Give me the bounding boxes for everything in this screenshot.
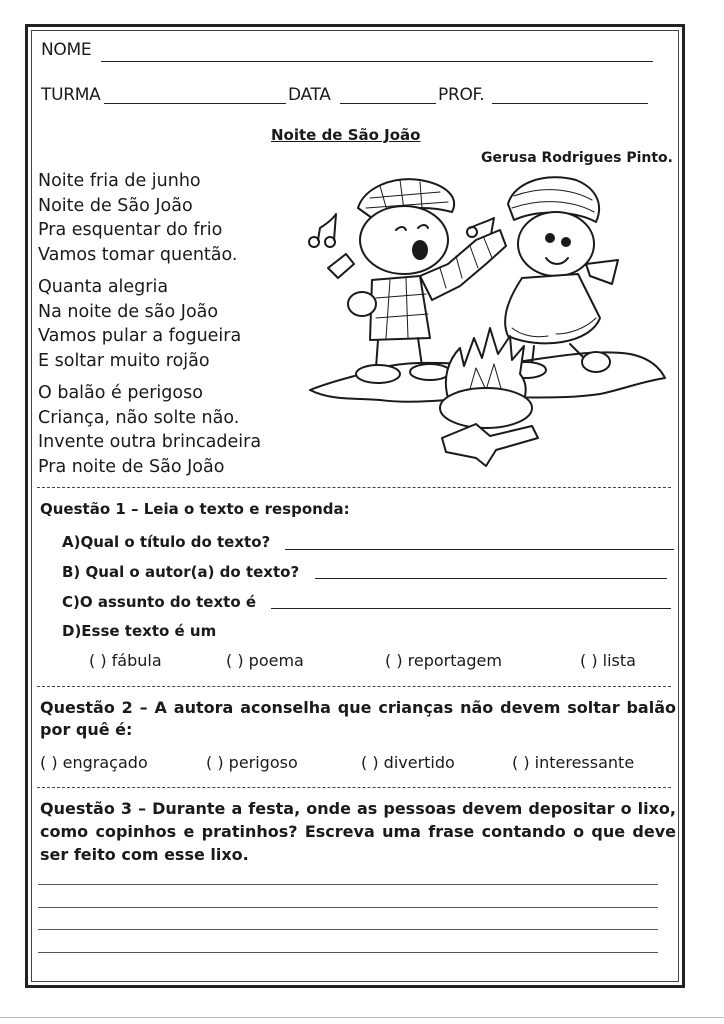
- page-edge-rule: [0, 1017, 724, 1018]
- question-2-option-engracado[interactable]: ( ) engraçado: [40, 753, 148, 772]
- question-2-option-interessante[interactable]: ( ) interessante: [512, 753, 635, 772]
- question-1c-label: C)O assunto do texto é: [62, 593, 257, 611]
- question-3-answer-line[interactable]: [38, 907, 658, 908]
- poem-line: Vamos pular a fogueira: [38, 326, 242, 346]
- music-note-icon: [309, 214, 336, 247]
- teacher-label: PROF.: [438, 85, 485, 105]
- question-1d-label: D)Esse texto é um: [62, 622, 217, 640]
- poem-line: Pra esquentar do frio: [38, 220, 223, 240]
- question-1-option-poema[interactable]: ( ) poema: [226, 651, 304, 670]
- question-1-option-reportagem[interactable]: ( ) reportagem: [385, 651, 502, 670]
- class-field[interactable]: [104, 103, 286, 104]
- question-1c-answer[interactable]: [271, 608, 671, 609]
- poem-line: Invente outra brincadeira: [38, 432, 262, 452]
- question-3-answer-line[interactable]: [38, 929, 658, 930]
- poem-line: Noite de São João: [38, 195, 193, 216]
- stanza-3: [38, 381, 261, 479]
- bonfire-icon: [440, 328, 538, 466]
- section-divider: [37, 787, 671, 788]
- stanza-1: [38, 169, 261, 267]
- teacher-field[interactable]: [492, 103, 648, 104]
- music-note-icon: [328, 254, 354, 278]
- section-divider: [37, 487, 671, 488]
- question-2-option-divertido[interactable]: ( ) divertido: [361, 753, 455, 772]
- poem-line: Pra noite de São João: [38, 456, 225, 477]
- poem-line: O balão é perigoso: [38, 383, 203, 403]
- question-3-answer-line[interactable]: [38, 884, 658, 885]
- question-2-option-perigoso[interactable]: ( ) perigoso: [206, 753, 298, 772]
- poem-line: E soltar muito rojão: [38, 350, 210, 371]
- poem-line: Criança, não solte não.: [38, 407, 240, 428]
- poem-title: Noite de São João: [271, 126, 421, 144]
- question-2-prompt: Questão 2 – A autora aconselha que crianças não devem soltar balão por quê é:: [40, 698, 676, 739]
- poem-line: Quanta alegria: [38, 277, 169, 297]
- poem-author: Gerusa Rodrigues Pinto.: [481, 150, 673, 166]
- name-label: NOME: [41, 40, 92, 60]
- question-1-prompt: Questão 1 – Leia o texto e responda:: [40, 500, 350, 518]
- poem-line: Na noite de são João: [38, 301, 219, 322]
- poem-line: Vamos tomar quentão.: [38, 244, 238, 265]
- date-field[interactable]: [340, 103, 436, 104]
- question-1b-label: B) Qual o autor(a) do texto?: [62, 563, 300, 581]
- question-1a-label: A)Qual o título do texto?: [62, 533, 271, 551]
- class-label: TURMA: [41, 85, 101, 105]
- question-1-option-fabula[interactable]: ( ) fábula: [89, 651, 162, 670]
- question-1b-answer[interactable]: [315, 578, 667, 579]
- question-3-answer-line[interactable]: [38, 952, 658, 953]
- poem-line: Noite fria de junho: [38, 171, 201, 191]
- date-label: DATA: [288, 85, 331, 105]
- section-divider: [37, 686, 671, 687]
- stanza-2: [38, 275, 261, 373]
- festa-junina-illustration: [300, 168, 670, 478]
- question-3-prompt: Questão 3 – Durante a festa, onde as pessoas devem depositar o lixo, como copinhos e pratinhos? Escreva uma frase contando o que deve ser feito com esse lixo.: [40, 799, 676, 864]
- poem-body: [38, 169, 261, 487]
- name-field[interactable]: [101, 61, 653, 62]
- question-1-option-lista[interactable]: ( ) lista: [580, 651, 636, 670]
- question-1a-answer[interactable]: [285, 549, 674, 550]
